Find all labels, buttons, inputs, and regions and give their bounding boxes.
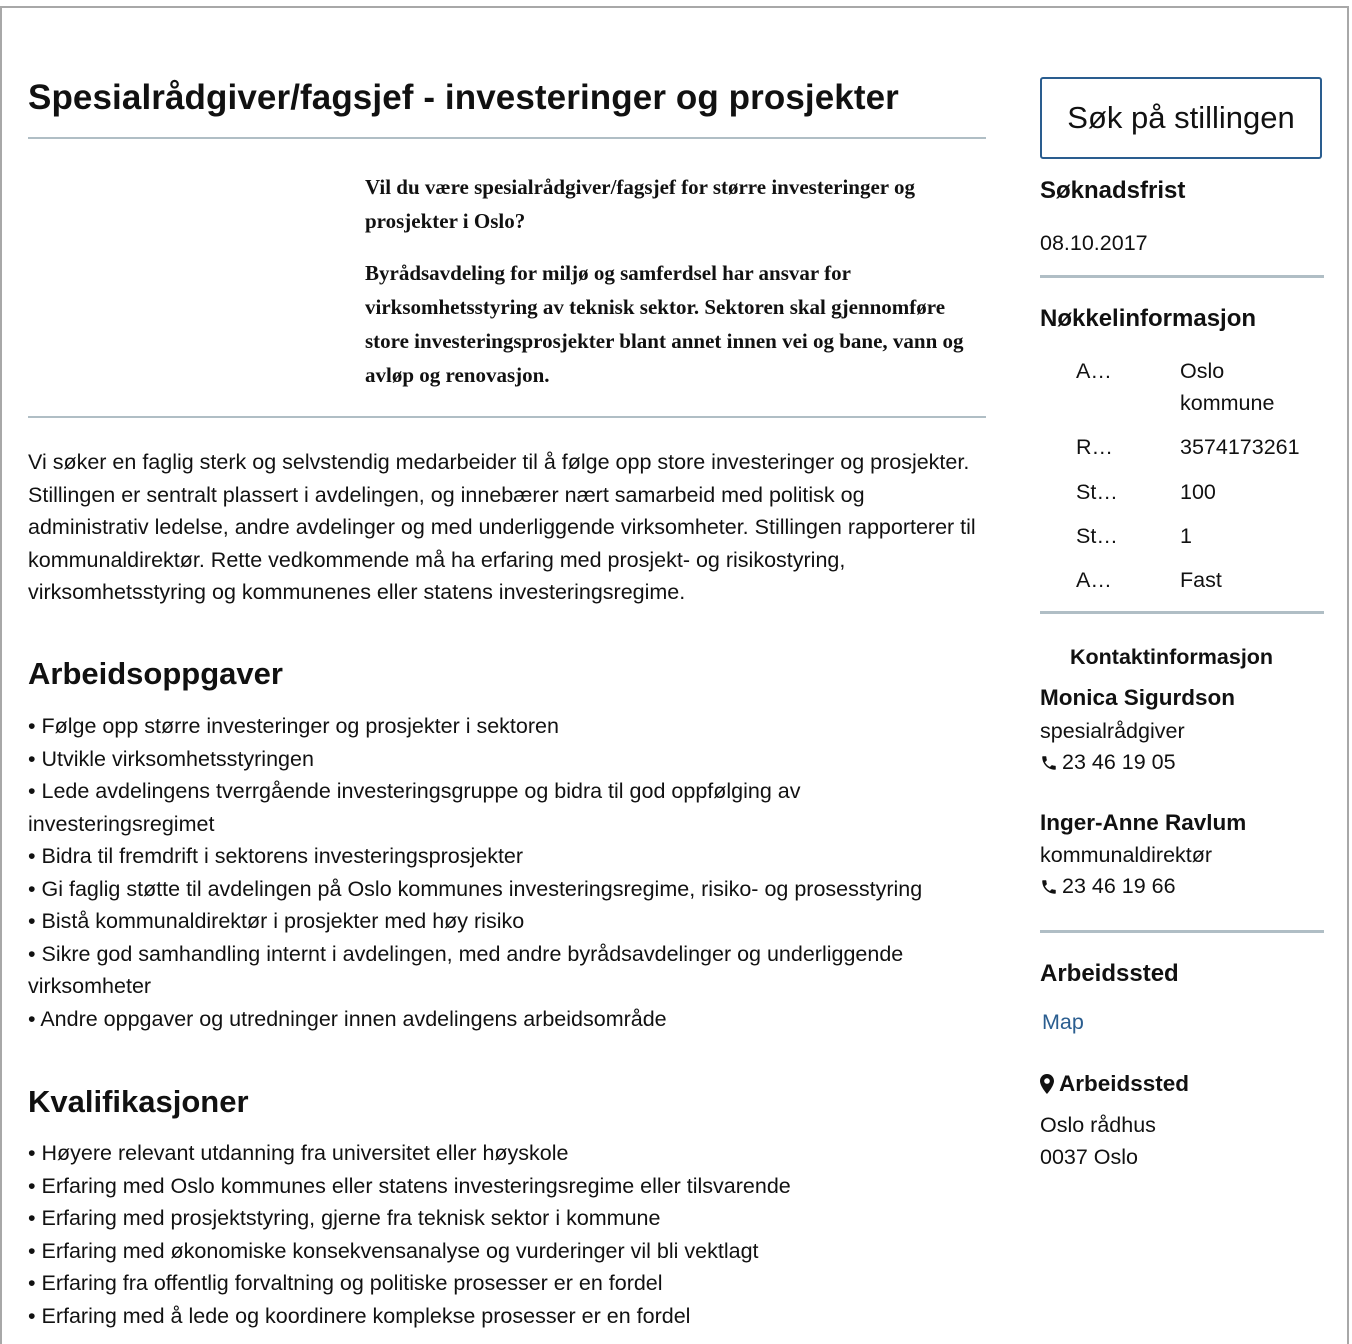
key-info-value: 1 [1180, 524, 1192, 548]
list-item: • Erfaring med å lede og koordinere komplekse prosesser er en fordel [28, 1303, 691, 1328]
list-item: • Erfaring med Oslo kommunes eller statens investeringsregime eller tilsvarende [28, 1173, 791, 1198]
contact-phone-number: 23 46 19 66 [1062, 874, 1176, 898]
key-info-label: A… [1076, 568, 1112, 592]
contact-role: spesialrådgiver [1040, 719, 1185, 743]
key-info-heading: Nøkkelinformasjon [1040, 305, 1257, 332]
phone-icon [1040, 754, 1058, 772]
job-title: Spesialrådgiver/fagsjef - investeringer og prosjekter [28, 78, 899, 117]
key-info-label: St… [1076, 524, 1118, 548]
key-info-label: R… [1076, 435, 1114, 459]
contact-role: kommunaldirektør [1040, 843, 1213, 867]
intro-question: Vil du være spesialrådgiver/fagsjef for større investeringer og prosjekter i Oslo? [365, 175, 915, 233]
address-line: Oslo rådhus [1040, 1113, 1156, 1137]
intro-paragraph: Byrådsavdeling for miljø og samferdsel har ansvar for virksomhetsstyring av teknisk sektor. Sektoren skal gjennomføre store investeringsprosjekter blant annet innen vei og bane, vann og avløp og renovasjon. [365, 261, 964, 387]
apply-button[interactable]: Søk på stillingen [1040, 77, 1322, 159]
qualifications-heading: Kvalifikasjoner [28, 1084, 249, 1119]
list-item: • Høyere relevant utdanning fra universitet eller høyskole [28, 1141, 569, 1165]
address-line: 0037 Oslo [1040, 1145, 1139, 1169]
key-info-value: Fast [1180, 568, 1222, 592]
sidebar-divider [1040, 930, 1324, 933]
list-item: • Erfaring med prosjektstyring, gjerne fra teknisk sektor i kommune [28, 1206, 661, 1230]
list-item: • Erfaring med økonomiske konsekvensanalyse og vurderinger vil bli vektlagt [28, 1238, 759, 1263]
key-info-label: St… [1076, 480, 1118, 504]
contact-phone-number: 23 46 19 05 [1062, 750, 1176, 774]
job-intro [365, 170, 985, 392]
contact-phone[interactable] [1040, 874, 1176, 899]
deadline-heading: Søknadsfrist [1040, 177, 1186, 204]
key-info-value: Oslo kommune [1180, 359, 1275, 415]
qualifications-list [28, 1137, 986, 1332]
tasks-list [28, 710, 986, 1035]
phone-icon [1040, 878, 1058, 896]
intro-divider [28, 416, 986, 418]
contact-name: Inger-Anne Ravlum [1040, 810, 1247, 835]
list-item: • Bidra til fremdrift i sektorens investeringsprosjekter [28, 844, 524, 868]
map-marker-icon [1040, 1074, 1054, 1094]
list-item: • Utvikle virksomhetsstyringen [28, 746, 314, 771]
deadline-value: 08.10.2017 [1040, 231, 1148, 255]
contact-heading: Kontaktinformasjon [1070, 645, 1274, 669]
contact-phone[interactable] [1040, 750, 1176, 775]
sidebar-divider [1040, 611, 1324, 614]
list-item: • Følge opp større investeringer og prosjekter i sektoren [28, 714, 559, 738]
list-item: • Gi faglig støtte til avdelingen på Oslo kommunes investeringsregime, risiko- og prosesstyring [28, 876, 923, 901]
key-info-label: A… [1076, 359, 1112, 383]
location-heading [1040, 1071, 1189, 1097]
tasks-heading: Arbeidsoppgaver [28, 656, 283, 691]
location-heading-label: Arbeidssted [1059, 1071, 1190, 1096]
key-info-value: 3574173261 [1180, 435, 1300, 459]
workplace-heading: Arbeidssted [1040, 960, 1179, 987]
sidebar-divider [1040, 275, 1324, 278]
list-item: • Lede avdelingens tverrgående investeringsgruppe og bidra til god oppfølging av investeringsregimet [28, 779, 801, 836]
map-link[interactable]: Map [1042, 1010, 1084, 1034]
key-info-value: 100 [1180, 480, 1216, 504]
list-item: • Bistå kommunaldirektør i prosjekter med høy risiko [28, 909, 525, 933]
list-item: • Sikre god samhandling internt i avdelingen, med andre byrådsavdelinger og underliggende virksomheter [28, 941, 904, 998]
description-paragraph: Vi søker en faglig sterk og selvstendig medarbeider til å følge opp store investeringer og prosjekter. Stillingen er sentralt plassert i avdelingen, og innebærer nært samarbeid med politisk og administrativ ledelse, andre avdelinger og med underliggende virksomheter. Stillingen rapporterer til kommunaldirektør. Rette vedkommende må ha erfaring med prosjekt- og risikostyring, virksomhetsstyring og kommunenes eller statens investeringsregime. [28, 450, 976, 604]
list-item: • Andre oppgaver og utredninger innen avdelingens arbeidsområde [28, 1006, 667, 1031]
list-item: • Erfaring fra offentlig forvaltning og politiske prosesser er en fordel [28, 1271, 663, 1295]
contact-name: Monica Sigurdson [1040, 685, 1236, 710]
title-divider [28, 137, 986, 139]
job-description [28, 446, 986, 609]
